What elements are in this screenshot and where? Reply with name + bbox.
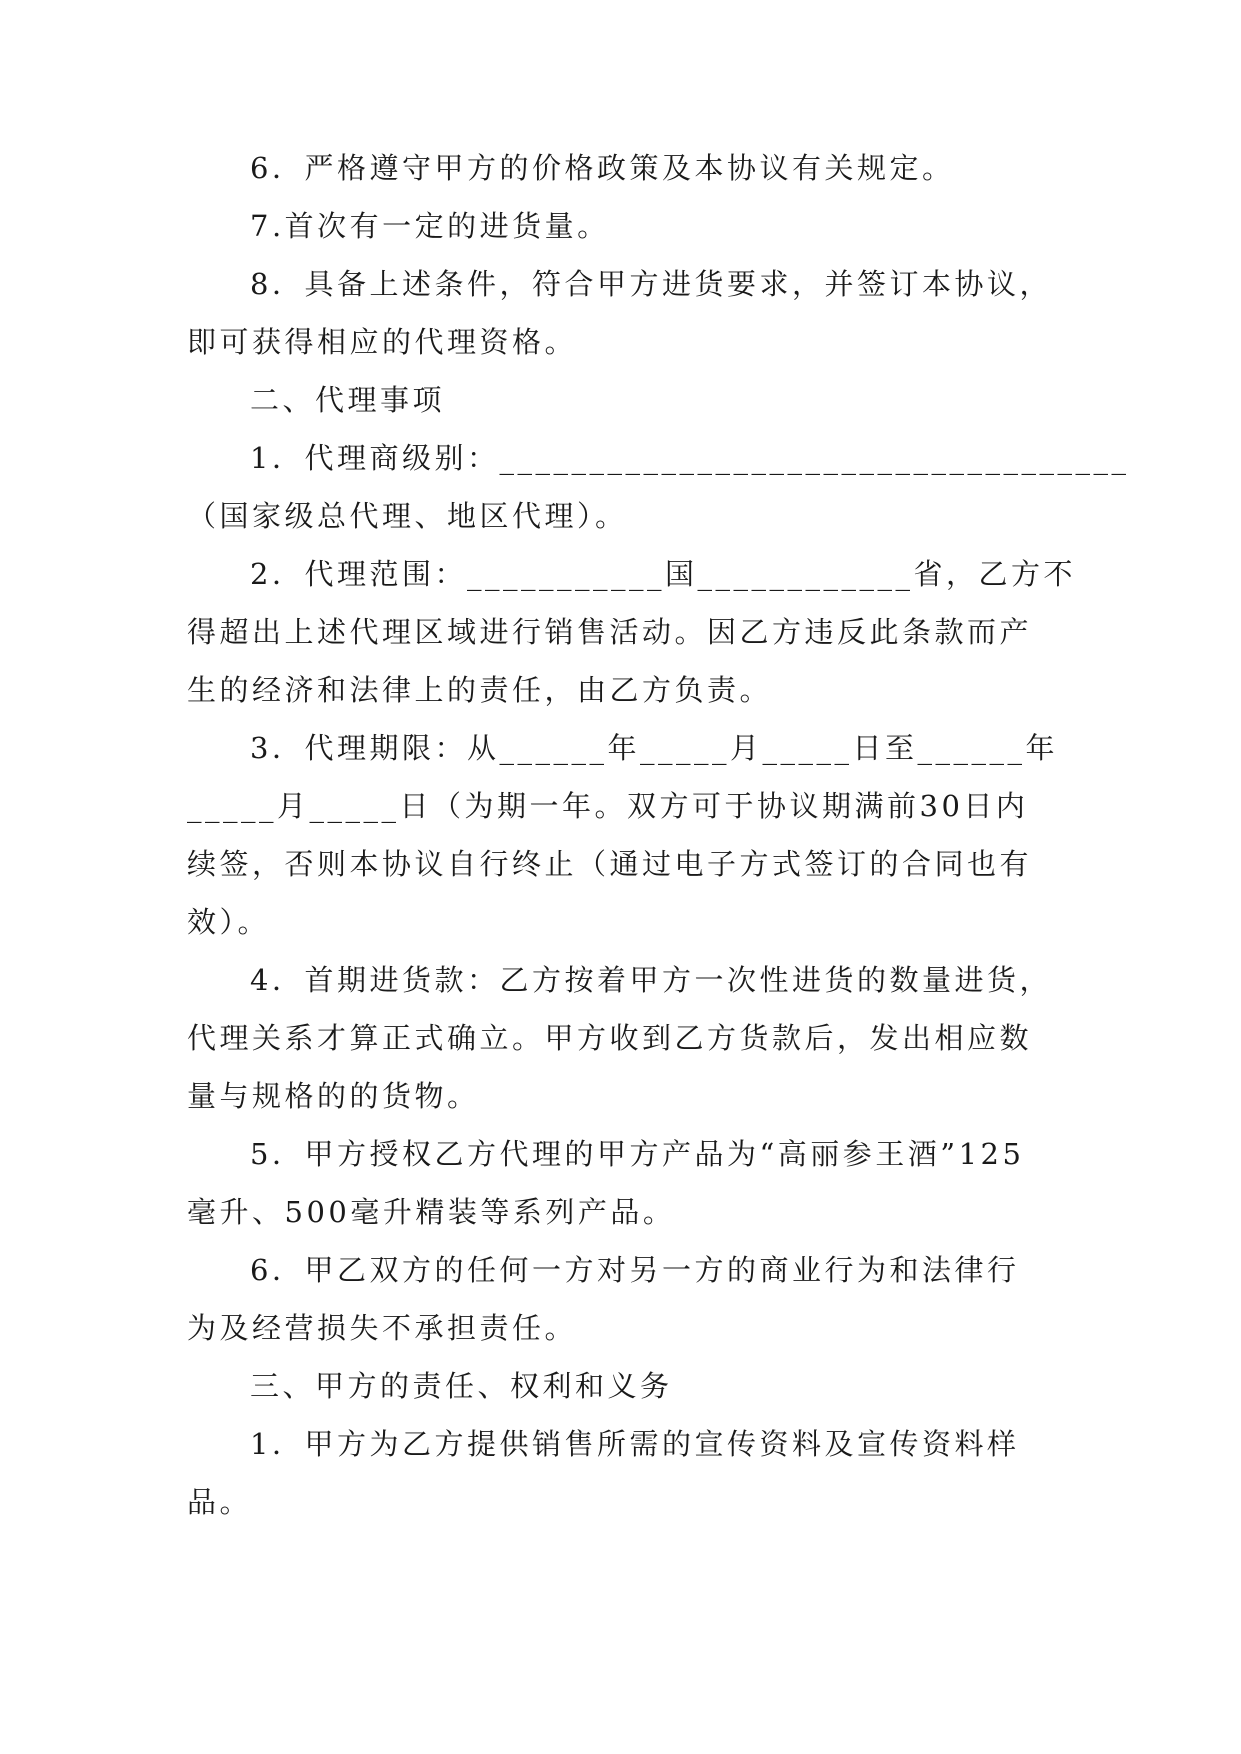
paragraph-line: 1．代理商级别：___________________________________	[250, 441, 1130, 475]
paragraph-line: 续签，否则本协议自行终止（通过电子方式签订的合同也有	[187, 847, 1033, 881]
paragraph-line: 3．代理期限：从______年_____月_____日至______年	[250, 731, 1058, 765]
paragraph-line: 即可获得相应的代理资格。	[187, 325, 578, 359]
paragraph-line: 4．首期进货款：乙方按着甲方一次性进货的数量进货，	[250, 963, 1052, 997]
paragraph-line: _____月_____日（为期一年。双方可于协议期满前30日内	[187, 789, 1029, 823]
paragraph-line: 效）。	[187, 905, 271, 939]
section-heading: 二、代理事项	[250, 383, 446, 417]
paragraph-line: 得超出上述代理区域进行销售活动。因乙方违反此条款而产	[187, 615, 1033, 649]
paragraph-line: （国家级总代理、地区代理）。	[187, 499, 628, 533]
paragraph-line: 品。	[187, 1485, 253, 1519]
paragraph-line: 2．代理范围：___________国____________省，乙方不	[250, 557, 1076, 591]
paragraph-line: 6．甲乙双方的任何一方对另一方的商业行为和法律行	[250, 1253, 1020, 1287]
paragraph-line: 1．甲方为乙方提供销售所需的宣传资料及宣传资料样	[250, 1427, 1020, 1461]
paragraph-line: 6．严格遵守甲方的价格政策及本协议有关规定。	[250, 151, 955, 185]
paragraph-line: 5．甲方授权乙方代理的甲方产品为“高丽参王酒”125	[250, 1137, 1025, 1171]
paragraph-line: 量与规格的的货物。	[187, 1079, 480, 1113]
section-heading: 三、甲方的责任、权利和义务	[250, 1369, 673, 1403]
paragraph-line: 代理关系才算正式确立。甲方收到乙方货款后，发出相应数	[187, 1021, 1033, 1055]
paragraph-line: 生的经济和法律上的责任，由乙方负责。	[187, 673, 773, 707]
paragraph-line: 毫升、500毫升精装等系列产品。	[187, 1195, 676, 1229]
paragraph-line: 7.首次有一定的进货量。	[250, 209, 610, 243]
paragraph-line: 为及经营损失不承担责任。	[187, 1311, 578, 1345]
paragraph-line: 8．具备上述条件，符合甲方进货要求，并签订本协议，	[250, 267, 1052, 301]
